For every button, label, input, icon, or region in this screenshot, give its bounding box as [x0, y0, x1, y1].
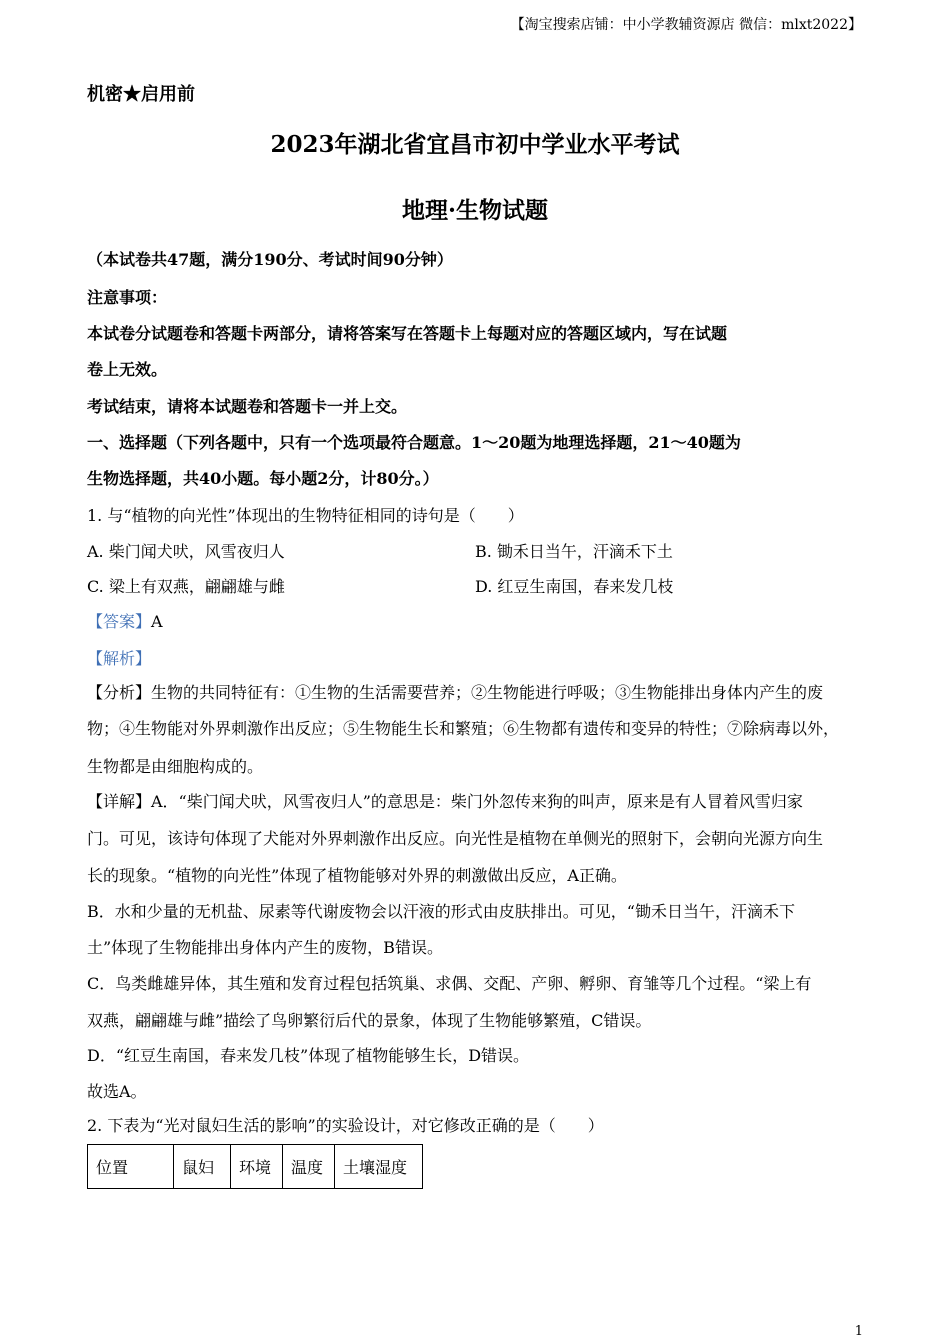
- table-header-cell: 位置: [88, 1145, 174, 1189]
- page-subtitle: 地理·生物试题: [401, 197, 548, 224]
- table-header-cell: 土壤湿度: [335, 1145, 423, 1189]
- answer-value: A: [151, 612, 163, 631]
- analysis-line: 物；④生物能对外界刺激作出反应；⑤生物能生长和繁殖；⑥生物都有遗传和变异的特性；⑦除病毒以外，: [87, 719, 840, 738]
- exam-info: （本试卷共47题，满分190分、考试时间90分钟）: [87, 250, 453, 269]
- detail-line: 长的现象。“植物的向光性”体现了植物能够对外界的刺激做出反应，A正确。: [87, 866, 627, 885]
- option-b: B. 锄禾日当午，汗滴禾下土: [475, 542, 673, 561]
- question-stem: 2. 下表为“光对鼠妇生活的影响”的实验设计，对它修改正确的是（ ）: [87, 1116, 604, 1135]
- notice-line: 考试结束，请将本试题卷和答题卡一并上交。: [87, 397, 408, 416]
- notice-line: 本试卷分试题卷和答题卡两部分，请将答案写在答题卡上每题对应的答题区域内，写在试题: [87, 324, 728, 343]
- notice-label: 注意事项：: [87, 288, 168, 307]
- table-header-row: [88, 1145, 423, 1189]
- section-heading: 一、选择题（下列各题中，只有一个选项最符合题意。1～20题为地理选择题，21～40题为: [87, 433, 741, 452]
- header-note: 【淘宝搜索店铺：中小学教辅资源店 微信：mlxt2022】: [510, 17, 862, 33]
- page-number: 1: [854, 1324, 863, 1339]
- detail-line: 门。可见，该诗句体现了犬能对外界刺激作出反应。向光性是植物在单侧光的照射下，会朝向光源方向生: [87, 829, 824, 848]
- section-heading: 生物选择题，共40小题。每小题2分，计80分。）: [87, 469, 439, 488]
- notice-line: 卷上无效。: [87, 360, 168, 379]
- detail-line: C．鸟类雌雄异体，其生殖和发育过程包括筑巢、求偶、交配、产卵、孵卵、育雏等几个过程。“梁上有: [87, 974, 812, 993]
- table-header-cell: 温度: [283, 1145, 335, 1189]
- option-d: D. 红豆生南国，春来发几枝: [475, 577, 674, 596]
- question-stem: 1. 与“植物的向光性”体现出的生物特征相同的诗句是（ ）: [87, 506, 524, 525]
- detail-line: 土”体现了生物能排出身体内产生的废物，B错误。: [87, 938, 443, 957]
- detail-line: D．“红豆生南国，春来发几枝”体现了植物能够生长，D错误。: [87, 1046, 530, 1065]
- confidential-label: 机密★启用前: [87, 84, 195, 105]
- analysis-label: 【解析】: [87, 649, 152, 668]
- answer-line: [87, 609, 163, 632]
- detail-line: 双燕，翩翩雄与雌”描绘了鸟卵繁衍后代的景象，体现了生物能够繁殖，C错误。: [87, 1011, 652, 1030]
- analysis-line: 【分析】生物的共同特征有：①生物的生活需要营养；②生物能进行呼吸；③生物能排出身体内产生的废: [87, 683, 824, 702]
- option-c: C. 梁上有双燕，翩翩雄与雌: [87, 577, 285, 596]
- detail-line: 故选A。: [87, 1082, 147, 1101]
- experiment-table: [87, 1144, 423, 1189]
- detail-line: 【详解】A．“柴门闻犬吠，风雪夜归人”的意思是：柴门外忽传来狗的叫声，原来是有人冒着风雪归家: [87, 792, 803, 811]
- analysis-line: 生物都是由细胞构成的。: [87, 757, 264, 776]
- answer-label: 【答案】: [87, 612, 152, 631]
- option-a: A. 柴门闻犬吠，风雪夜归人: [87, 542, 285, 561]
- page-title: 2023年湖北省宜昌市初中学业水平考试: [270, 131, 680, 158]
- table-header-cell: 环境: [231, 1145, 283, 1189]
- detail-line: B．水和少量的无机盐、尿素等代谢废物会以汗液的形式由皮肤排出。可见，“锄禾日当午，汗滴禾下: [87, 902, 795, 921]
- table-header-cell: 鼠妇: [174, 1145, 231, 1189]
